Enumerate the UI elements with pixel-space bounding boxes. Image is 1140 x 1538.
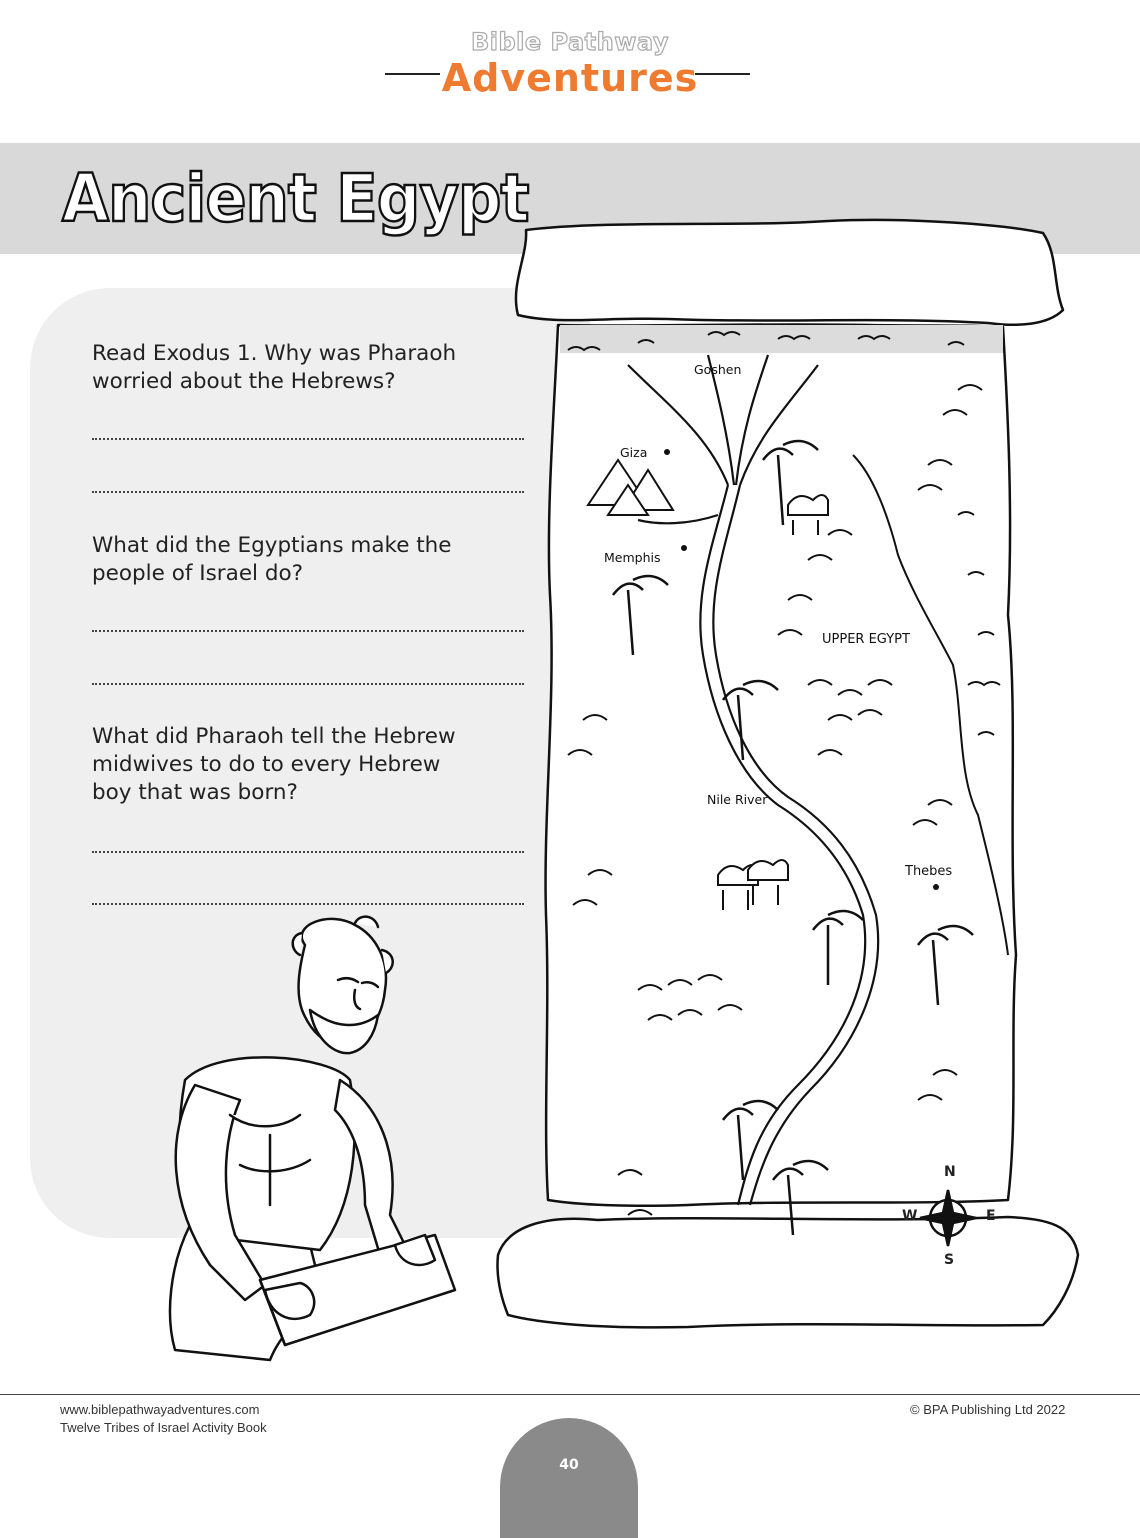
compass-east-label: E xyxy=(986,1208,996,1224)
page-title: Ancient Egypt xyxy=(62,160,529,237)
compass-west-label: W xyxy=(902,1208,918,1224)
footer-divider xyxy=(0,1394,1140,1395)
footer-copyright: © BPA Publishing Ltd 2022 xyxy=(910,1402,1066,1417)
logo-top-text: Bible Pathway xyxy=(470,28,670,56)
answer-line[interactable] xyxy=(92,630,524,632)
compass-north-label: N xyxy=(944,1164,956,1180)
scroll-top xyxy=(516,220,1063,325)
question-2-line-2: people of Israel do? xyxy=(92,561,304,586)
footer-website: www.biblepathwayadventures.com xyxy=(60,1402,260,1417)
compass-south-label: S xyxy=(944,1252,955,1268)
map-label-memphis: Memphis xyxy=(604,550,661,565)
answer-line[interactable] xyxy=(92,491,524,493)
map-label-thebes: Thebes xyxy=(905,864,953,879)
question-3 xyxy=(92,723,532,807)
map-label-nile-river: Nile River xyxy=(707,792,768,807)
page-number: 40 xyxy=(559,1457,579,1473)
question-3-line-1: What did Pharaoh tell the Hebrew xyxy=(92,724,456,749)
map-label-giza: Giza xyxy=(620,445,648,460)
thebes-dot xyxy=(933,884,939,890)
memphis-dot xyxy=(681,545,687,551)
mediterranean-sea xyxy=(560,325,1003,353)
question-3-line-3: boy that was born? xyxy=(92,780,298,805)
map-label-upper-egypt: UPPER EGYPT xyxy=(822,632,910,647)
page-number-tab xyxy=(500,1418,638,1538)
question-1-line-1: Read Exodus 1. Why was Pharaoh xyxy=(92,341,457,366)
scroll-bottom xyxy=(497,1217,1078,1327)
question-3-line-2: midwives to do to every Hebrew xyxy=(92,752,441,777)
question-1 xyxy=(92,340,532,396)
map-label-goshen: Goshen xyxy=(694,362,742,377)
answer-line[interactable] xyxy=(92,683,524,685)
question-1-line-2: worried about the Hebrews? xyxy=(92,369,396,394)
answer-line[interactable] xyxy=(92,851,524,853)
giza-dot xyxy=(664,449,670,455)
logo-main-text: Adventures xyxy=(441,56,699,100)
egypt-map xyxy=(488,215,1088,1345)
question-2-line-1: What did the Egyptians make the xyxy=(92,533,452,558)
footer-book-title: Twelve Tribes of Israel Activity Book xyxy=(60,1420,267,1435)
question-2 xyxy=(92,532,532,588)
brick-worker-illustration xyxy=(150,905,470,1375)
answer-line[interactable] xyxy=(92,438,524,440)
